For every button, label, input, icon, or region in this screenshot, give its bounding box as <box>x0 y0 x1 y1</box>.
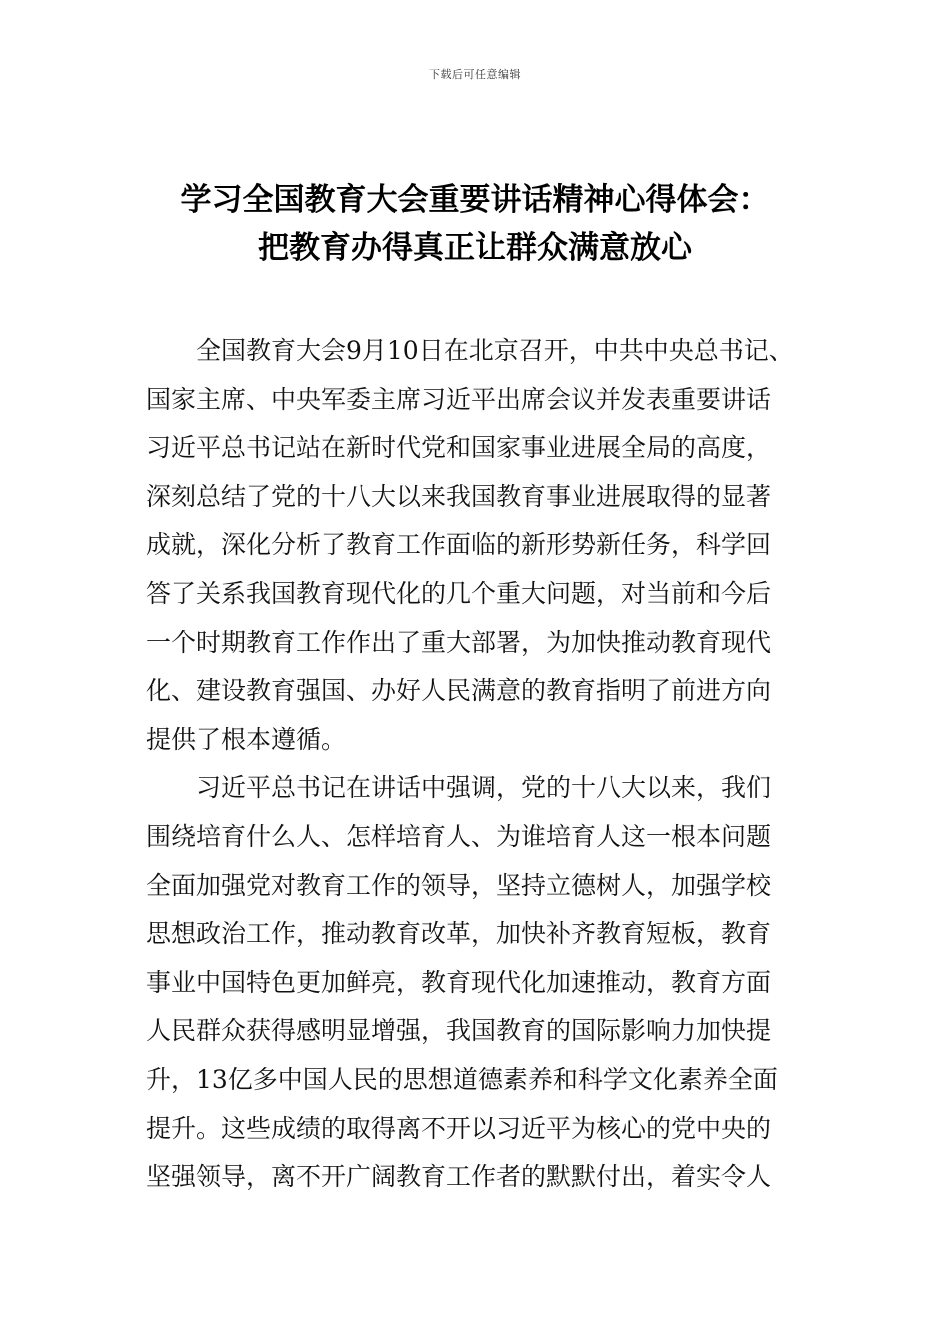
header-note: 下载后可任意编辑 <box>429 68 521 81</box>
text-line: 一个时期教育工作作出了重大部署，为加快推动教育现代 <box>146 627 772 657</box>
document-title <box>0 176 950 272</box>
title-line: 学习全国教育大会重要讲话精神心得体会： <box>180 182 770 218</box>
text-line: 全国教育大会9月10日在北京召开，中共中央总书记、 <box>196 336 794 365</box>
text-line: 提供了根本遵循。 <box>146 724 347 754</box>
text-line: 深刻总结了党的十八大以来我国教育事业进展取得的显著 <box>146 481 772 511</box>
text-line: 人民群众获得感明显增强，我国教育的国际影响力加快提 <box>146 1016 772 1046</box>
title-line: 把教育办得真正让群众满意放心 <box>258 230 692 266</box>
text-line: 事业中国特色更加鲜亮，教育现代化加速推动，教育方面 <box>146 967 772 997</box>
document-body <box>146 327 846 1202</box>
text-line: 坚强领导，离不开广阔教育工作者的默默付出，着实令人 <box>146 1162 772 1192</box>
text-line: 围绕培育什么人、怎样培育人、为谁培育人这一根本问题 <box>146 821 772 851</box>
text-line: 思想政治工作，推动教育改革，加快补齐教育短板，教育 <box>146 919 772 949</box>
text-line: 国家主席、中央军委主席习近平出席会议并发表重要讲话 <box>146 384 772 414</box>
text-line: 成就，深化分析了教育工作面临的新形势新任务，科学回 <box>146 530 772 560</box>
text-line: 习近平总书记在讲话中强调，党的十八大以来，我们 <box>196 773 772 803</box>
text-line: 提升。这些成绩的取得离不开以习近平为核心的党中央的 <box>146 1113 772 1143</box>
text-line: 答了关系我国教育现代化的几个重大问题，对当前和今后 <box>146 578 772 608</box>
paragraph-1 <box>146 327 846 764</box>
text-line: 全面加强党对教育工作的领导，坚持立德树人，加强学校 <box>146 870 772 900</box>
text-line: 升，13亿多中国人民的思想道德素养和科学文化素养全面 <box>146 1064 778 1094</box>
text-line: 化、建设教育强国、办好人民满意的教育指明了前进方向 <box>146 676 772 706</box>
paragraph-2 <box>146 764 846 1201</box>
text-line: 习近平总书记站在新时代党和国家事业进展全局的高度， <box>146 433 772 463</box>
